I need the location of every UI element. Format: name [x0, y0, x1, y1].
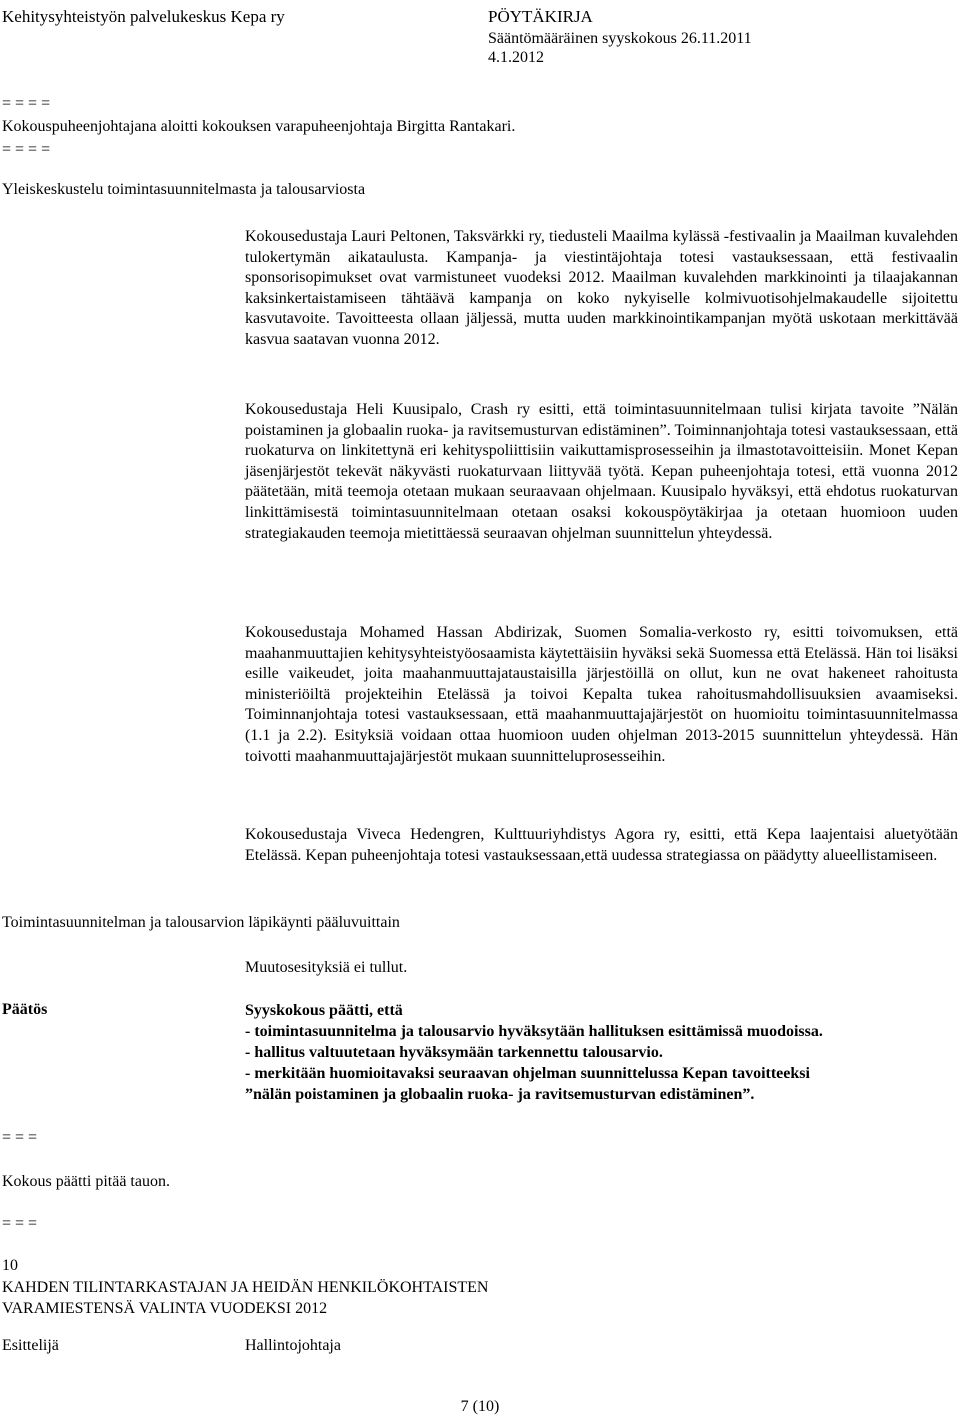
paragraph-abdirizak: Kokousedustaja Mohamed Hassan Abdirizak, Suomen Somalia-verkosto ry, esitti toivomuksen, että maahanmuuttajien kehitysyhteistyöosaamista käytettäisiin hyväksi sekä Suomessa että Etelässä. Hän toi lisäksi esille vaikeudet, joita maahanmuuttajataustaisilla järjestöillä on ollut, kun ne ovat hakeneet rahoitusta ministeriöiltä projekteihin Etelässä ja toivoi Kepalta tukea rahoitusmahdollisuuksien avaamiseksi. Toiminnanjohtaja totesi vastauksessaan, että maahanmuuttajajärjestöt on huomioitu toimintasuunnitelmassa (1.1 ja 2.2). Esityksiä voidaan ottaa huomioon uuden ohjelman 2013-2015 suunnittelun yhteydessä. Hän toivotti maahanmuuttajajärjestöt mukaan suunnitteluprosesseihin. [245, 624, 958, 765]
presenter-label: Esittelijä [2, 1337, 59, 1354]
separator: = = = [2, 1129, 38, 1146]
section-number: 10 [2, 1257, 18, 1274]
meeting-title: Sääntömääräinen syyskokous 26.11.2011 [488, 30, 752, 47]
decision-block [245, 1000, 958, 1105]
no-amendments-note: Muutosesityksiä ei tullut. [245, 959, 408, 976]
paragraph-peltonen: Kokousedustaja Lauri Peltonen, Taksvärkki ry, tiedusteli Maailma kylässä -festivaalin ja Maailman kuvalehden tulokertymän aikataulusta. Kampanja- ja viestintäjohtaja totesi vastauksessaan, että festivaalin sponsorisopimukset ovat varmistuneet vuodeksi 2012. Maailman kuvalehden markkinointi ja tilaajakannan kaksinkertaistamiseen tähtäävä kampanja on koko nykyiselle kolmivuotisohjelmakaudelle sijoitettu kasvutavoite. Tavoitteesta ollaan jäljessä, mutta uuden markkinointikampanjan myötä uskotaan merkittävää kasvua saatavan vuonna 2012. [245, 228, 958, 348]
decision-intro: Syyskokous päätti, että [245, 1002, 403, 1019]
organization-name: Kehitysyhteistyön palvelukeskus Kepa ry [2, 7, 285, 26]
document-type: PÖYTÄKIRJA [488, 7, 593, 26]
paragraph-kuusipalo: Kokousedustaja Heli Kuusipalo, Crash ry esitti, että toimintasuunnitelmaan tulisi kirjata tavoite ”Nälän poistaminen ja globaalin ruoka- ja ravitsemusturvan edistäminen”. Toiminnanjohtaja totesi vastauksessaan, että ruokaturva on linkitettynä eri kehityspoliittisiin vaikuttamisprosesseihin ja ilmastotavoitteisiin. Monet Kepan jäsenjärjestöt tekevät näkyvästi ruokaturvaan liittyvää työtä. Kepan puheenjohtaja totesi, että vuonna 2012 päätetään, mitä teemoja otetaan mukaan seuraavaan ohjelmaan. Kuusipalo hyväksyi, että ehdotus ruokaturvan linkittämisestä toimintasuunnitelmaan otetaan osaksi kokouspöytäkirjaa ja otetaan huomioon uuden strategiakauden teemoja mietittäessä seuraavan ohjelman suunnittelun yhteydessä. [245, 401, 958, 542]
chair-note: Kokouspuheenjohtajana aloitti kokouksen varapuheenjohtaja Birgitta Rantakari. [2, 118, 516, 135]
separator: = = = [2, 1215, 38, 1232]
separator: = = = = [2, 141, 51, 158]
separator: = = = = [2, 95, 51, 112]
review-heading: Toimintasuunnitelman ja talousarvion läpikäynti pääluvuittain [2, 914, 400, 931]
decision-label: Päätös [2, 1001, 48, 1018]
section-title: VARAMIESTENSÄ VALINTA VUODEKSI 2012 [2, 1300, 328, 1317]
decision-item: - toimintasuunnitelma ja talousarvio hyväksytään hallituksen esittämissä muodoissa. [245, 1023, 823, 1040]
page-number: 7 (10) [460, 1398, 500, 1415]
pause-note: Kokous päätti pitää tauon. [2, 1173, 170, 1190]
decision-item: - merkitään huomioitavaksi seuraavan ohjelman suunnittelussa Kepan tavoitteeksi [245, 1065, 810, 1082]
decision-item: - hallitus valtuutetaan hyväksymään tarkennettu talousarvio. [245, 1044, 663, 1061]
presenter-value: Hallintojohtaja [245, 1337, 341, 1354]
paragraph-hedengren: Kokousedustaja Viveca Hedengren, Kulttuuriyhdistys Agora ry, esitti, että Kepa laajentaisi aluetyötään Etelässä. Kepan puheenjohtaja totesi vastauksessaan,että uudessa strategiassa on päädytty alueellistamiseen. [245, 826, 958, 864]
document-date: 4.1.2012 [488, 49, 544, 66]
decision-item: ”nälän poistaminen ja globaalin ruoka- ja ravitsemusturvan edistäminen”. [245, 1086, 755, 1103]
section-title: KAHDEN TILINTARKASTAJAN JA HEIDÄN HENKILÖKOHTAISTEN [2, 1279, 489, 1296]
discussion-heading: Yleiskeskustelu toimintasuunnitelmasta ja talousarviosta [2, 181, 366, 198]
